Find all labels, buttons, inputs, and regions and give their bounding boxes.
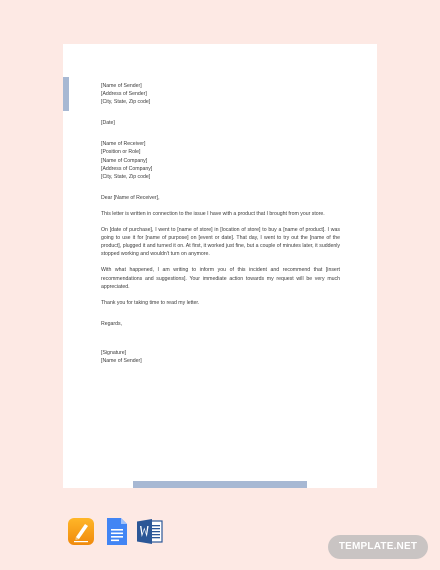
- side-accent-bar: [63, 77, 69, 111]
- sender-name: [Name of Sender]: [101, 83, 142, 89]
- google-docs-icon[interactable]: [104, 518, 130, 545]
- paragraph-request: With what happened, I am writing to inform you of this incident and recommend that [insert recommendations and suggestions]. Your immediate action towards my request will be very much appreciated.: [101, 267, 340, 290]
- letter-date: [Date]: [101, 120, 115, 127]
- paragraph-incident: On [date of purchase], I went to [name of store] in [location of store] to buy a [name of product]. I was going to use it for [name of purpose] on [event or date]. That day, I went to try out the [name of the product], plugged it and turned it on. At first, it worked just fine, but a couple of minutes later, it suddenly stopped working and wouldn't turn on anymore.: [101, 227, 340, 258]
- closing: Regards,: [101, 320, 123, 327]
- receiver-company: [Name of Company]: [101, 157, 148, 164]
- signature: [Signature]: [101, 349, 127, 356]
- letter-page: [63, 44, 377, 488]
- receiver-position: [Position or Role]: [101, 149, 141, 156]
- paragraph-thanks: Thank you for taking time to read my letter.: [101, 299, 200, 306]
- app-icon-row: [68, 518, 168, 546]
- sender-address: [Address of Sender]: [101, 91, 147, 98]
- bottom-accent-bar: [133, 481, 307, 488]
- paragraph-intro: This letter is written in connection to the issue I have with a product that I brought from your store.: [101, 210, 325, 217]
- receiver-name: [Name of Receiver]: [101, 141, 146, 148]
- word-icon[interactable]: [137, 518, 163, 545]
- receiver-city: [City, State, Zip code]: [101, 173, 151, 180]
- letter-body: [101, 82, 340, 365]
- sender-city: [City, State, Zip code]: [101, 99, 151, 106]
- template-net-brand-badge[interactable]: TEMPLATE.NET: [328, 535, 428, 559]
- pages-icon[interactable]: [68, 518, 94, 545]
- signature-name: [Name of Sender]: [101, 357, 142, 364]
- salutation: Dear [Name of Receiver],: [101, 194, 160, 201]
- receiver-company-address: [Address of Company]: [101, 165, 153, 172]
